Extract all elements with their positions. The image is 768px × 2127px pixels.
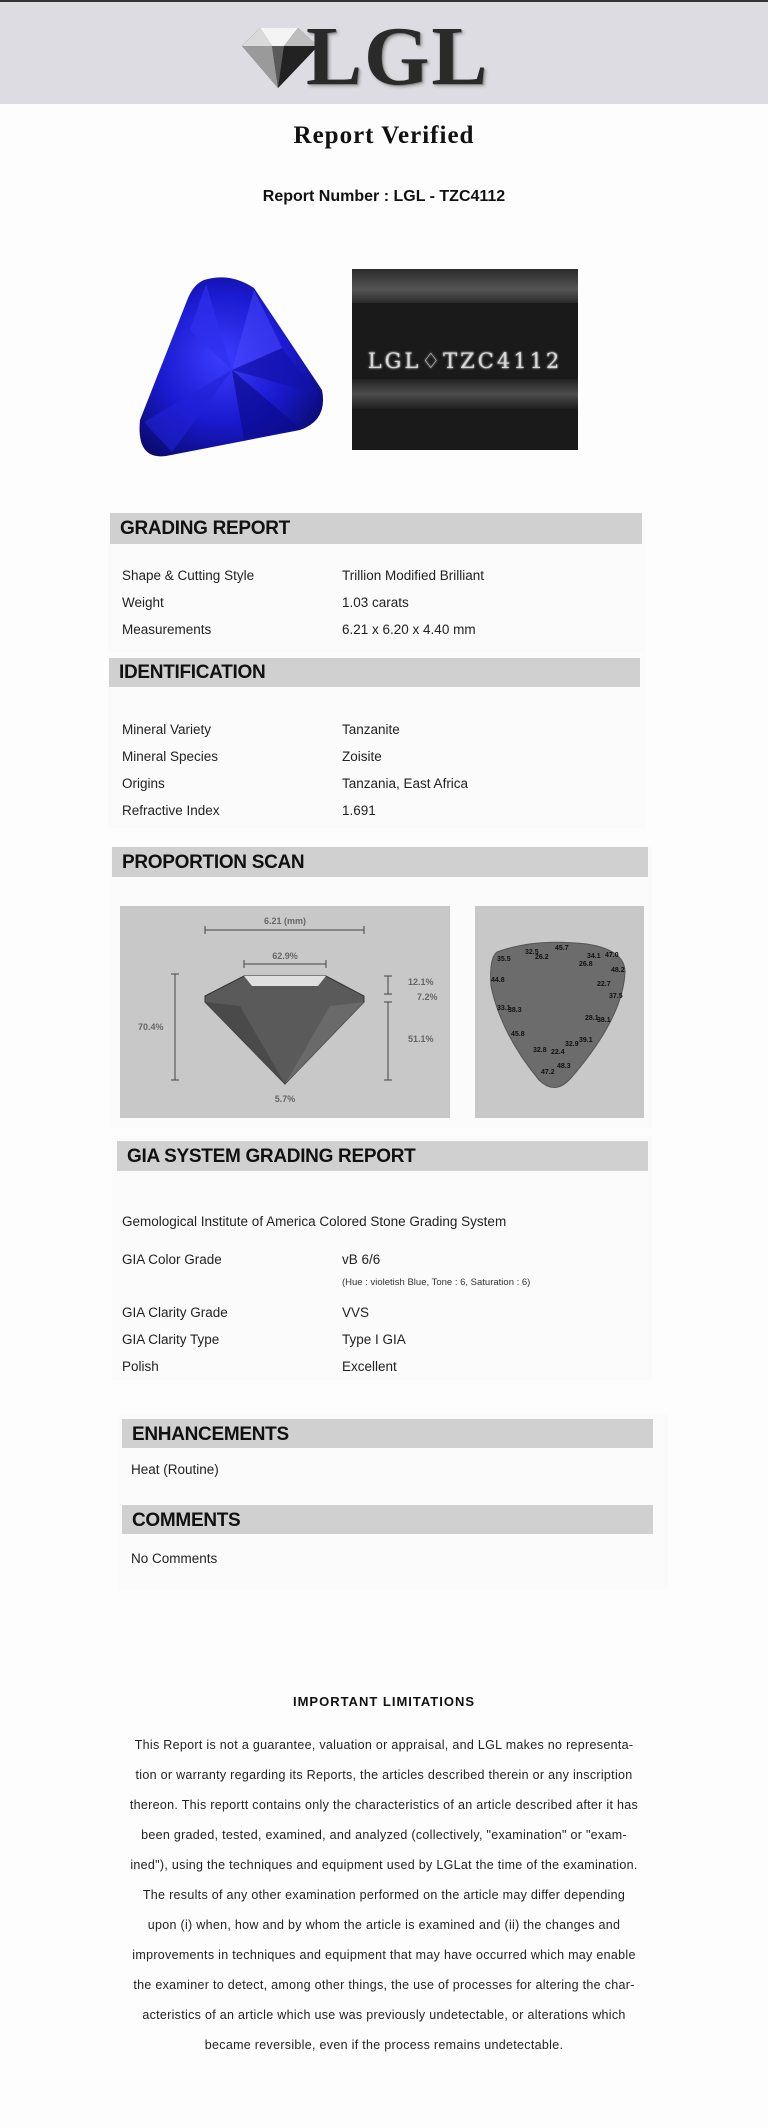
gia-report-heading: GIA SYSTEM GRADING REPORT bbox=[117, 1141, 648, 1171]
top-view-facet-label: 22.4 bbox=[551, 1049, 565, 1056]
id-label-ri: Refractive Index bbox=[122, 803, 220, 818]
limitations-line: thereon. This reportt contains only the characteristics of an article described after it has bbox=[129, 1798, 639, 1812]
limitations-line: The results of any other examination performed on the article may differ depending bbox=[142, 1888, 626, 1902]
top-view-facet-label: 45.7 bbox=[555, 945, 569, 952]
limitations-line: the examiner to detect, among other things, the use of processes for altering the char- bbox=[133, 1978, 635, 1992]
proportion-scan-heading: PROPORTION SCAN bbox=[112, 847, 648, 877]
grading-value-measurements: 6.21 x 6.20 x 4.40 mm bbox=[342, 622, 476, 637]
lgl-logo bbox=[234, 10, 490, 103]
limitations-line: been graded, tested, examined, and analyzed (collectively, "examination" or "exam- bbox=[141, 1828, 627, 1842]
enhancements-heading: ENHANCEMENTS bbox=[122, 1419, 653, 1448]
identification-heading: IDENTIFICATION bbox=[109, 658, 640, 687]
top-view-facet-label: 22.7 bbox=[597, 981, 611, 988]
gia-label-polish: Polish bbox=[122, 1359, 159, 1374]
laser-inscription: LGL♢TZC4112 bbox=[367, 349, 563, 373]
top-view-facet-label: 37.5 bbox=[609, 993, 623, 1000]
inscription-photo bbox=[352, 269, 578, 450]
id-value-origins: Tanzania, East Africa bbox=[342, 776, 469, 791]
report-number: Report Number : LGL - TZC4112 bbox=[262, 188, 506, 205]
grading-value-weight: 1.03 carats bbox=[342, 595, 409, 610]
id-value-ri: 1.691 bbox=[342, 803, 376, 818]
comments-text: No Comments bbox=[131, 1551, 218, 1566]
limitations-line: upon (i) when, how and by whom the article is examined and (ii) the changes and bbox=[147, 1918, 621, 1932]
top-view-facet-label: 32.8 bbox=[533, 1047, 547, 1054]
profile-pavilion-label: 51.1% bbox=[408, 1034, 434, 1044]
gem-photo bbox=[132, 270, 328, 466]
profile-crown-label: 12.1% bbox=[408, 977, 434, 987]
profile-culet-label: 5.7% bbox=[274, 1094, 296, 1104]
gia-value-polish: Excellent bbox=[342, 1359, 397, 1374]
limitations-line: tion or warranty regarding its Reports, the articles described therein or any inscription bbox=[135, 1768, 633, 1782]
limitations-line: ined"), using the techniques and equipment used by LGLat the time of the examination. bbox=[130, 1858, 638, 1872]
profile-table-label: 62.9% bbox=[272, 951, 298, 961]
top-view-facet-label: 28.1 bbox=[585, 1015, 599, 1022]
profile-girdle-label: 7.2% bbox=[417, 992, 438, 1002]
id-label-variety: Mineral Variety bbox=[122, 722, 212, 737]
top-view-facet-label: 34.1 bbox=[587, 953, 601, 960]
grading-label-weight: Weight bbox=[122, 595, 164, 610]
grading-label-measurements: Measurements bbox=[122, 622, 212, 637]
id-label-species: Mineral Species bbox=[122, 749, 219, 764]
top-view-facet-label: 47.0 bbox=[605, 952, 619, 959]
limitations-line: became reversible, even if the process remains undetectable. bbox=[204, 2038, 564, 2052]
logo-text: LGL bbox=[306, 10, 490, 103]
id-value-variety: Tanzanite bbox=[342, 722, 400, 737]
limitations-line: improvements in techniques and equipment that may have occurred which may enable bbox=[132, 1948, 636, 1962]
gia-value-color: vB 6/6 bbox=[342, 1252, 381, 1267]
enhancements-text: Heat (Routine) bbox=[131, 1462, 219, 1477]
top-view-facet-label: 48.3 bbox=[557, 1063, 571, 1070]
top-view-facet-label: 26.2 bbox=[535, 954, 549, 961]
top-view-facet-label: 44.8 bbox=[491, 977, 505, 984]
gia-color-note: (Hue : violetish Blue, Tone : 6, Saturation : 6) bbox=[342, 1277, 531, 1288]
gia-value-clarity-type: Type I GIA bbox=[342, 1332, 406, 1347]
page-title: Report Verified bbox=[293, 122, 475, 149]
top-view-facet-label: 33.1 bbox=[497, 1005, 511, 1012]
id-label-origins: Origins bbox=[122, 776, 165, 791]
top-view-facet-label: 32.9 bbox=[565, 1041, 579, 1048]
profile-diagram bbox=[120, 906, 450, 1118]
header-bar bbox=[0, 0, 768, 104]
top-view-facet-label: 38.1 bbox=[597, 1017, 611, 1024]
id-value-species: Zoisite bbox=[342, 749, 382, 764]
profile-width-label: 6.21 (mm) bbox=[263, 916, 307, 926]
limitations-heading: IMPORTANT LIMITATIONS bbox=[292, 1694, 476, 1709]
limitations-line: This Report is not a guarantee, valuation or appraisal, and LGL makes no representa- bbox=[134, 1738, 634, 1752]
top-view-facet-label: 38.3 bbox=[508, 1007, 522, 1014]
top-view-facet-label: 32.5 bbox=[525, 949, 539, 956]
gia-label-clarity-grade: GIA Clarity Grade bbox=[122, 1305, 228, 1320]
top-view-diagram bbox=[475, 906, 644, 1118]
grading-report-heading: GRADING REPORT bbox=[110, 513, 642, 544]
top-view-facet-label: 45.8 bbox=[511, 1031, 525, 1038]
gia-label-color: GIA Color Grade bbox=[122, 1252, 222, 1267]
grading-value-shape: Trillion Modified Brilliant bbox=[342, 568, 485, 583]
profile-depth-label: 70.4% bbox=[138, 1022, 164, 1032]
top-view-facet-label: 48.2 bbox=[611, 967, 625, 974]
top-view-facet-label: 39.1 bbox=[579, 1037, 593, 1044]
grading-label-shape: Shape & Cutting Style bbox=[122, 568, 255, 583]
gia-intro: Gemological Institute of America Colored Stone Grading System bbox=[122, 1214, 507, 1229]
top-view-facet-label: 26.8 bbox=[579, 961, 593, 968]
gia-value-clarity-grade: VVS bbox=[342, 1305, 370, 1320]
gia-label-clarity-type: GIA Clarity Type bbox=[122, 1332, 220, 1347]
top-view-facet-label: 35.5 bbox=[497, 956, 511, 963]
comments-heading: COMMENTS bbox=[122, 1505, 653, 1534]
top-view-facet-label: 47.2 bbox=[541, 1069, 555, 1076]
limitations-line: acteristics of an article which use was previously undetectable, or alterations which bbox=[142, 2008, 626, 2022]
